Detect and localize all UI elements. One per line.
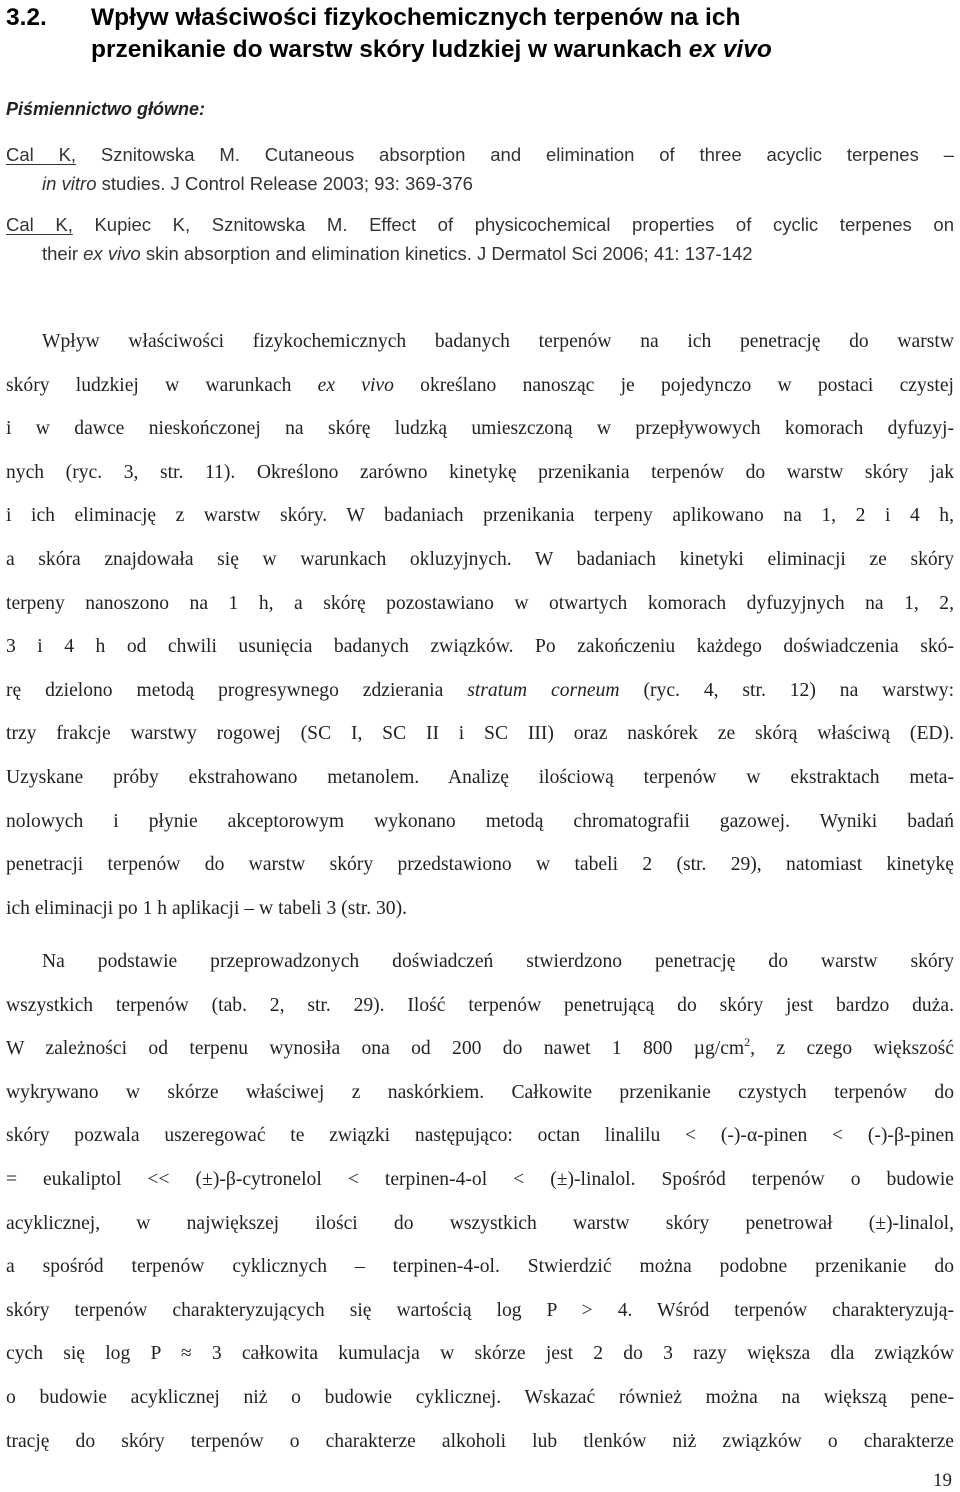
- paragraph-line: ich eliminacji po 1 h aplikacji – w tabeli 3 (str. 30).: [6, 897, 408, 919]
- reference-1-author: Cal K,: [6, 144, 77, 165]
- paragraph-line: nych (ryc. 3, str. 11). Określono zarówno kinetykę przenikania terpenów do warstw skóry jak: [6, 461, 954, 483]
- paragraph-line: terpeny nanoszono na 1 h, a skórę pozostawiano w otwartych komorach dyfuzyjnych na 1, 2,: [6, 592, 954, 614]
- paragraph-line: rę dzielono metodą progresywnego zdzierania stratum corneum (ryc. 4, str. 12) na warstwy:: [6, 679, 954, 701]
- paragraph-line: 3 i 4 h od chwili usunięcia badanych związków. Po zakończeniu każdego doświadczenia skó-: [6, 636, 954, 658]
- paragraph-line: wykrywano w skórze właściwej z naskórkiem. Całkowite przenikanie czystych terpenów do: [6, 1081, 954, 1103]
- paragraph-line: a spośród terpenów cyklicznych – terpinen-4-ol. Stwierdzić można podobne przenikanie do: [6, 1256, 954, 1278]
- section-title-line-2-main: przenikanie do warstw skóry ludzkiej w warunkach: [91, 36, 682, 63]
- reference-1-line-1: Cal K, Sznitowska M. Cutaneous absorption and elimination of three acyclic terpenes –: [6, 144, 954, 165]
- paragraph-line: trację do skóry terpenów o charakterze alkoholi lub tlenków niż związków o charakterze: [6, 1430, 954, 1452]
- section-number: 3.2.: [6, 4, 47, 31]
- section-title-line-2: [91, 34, 772, 66]
- reference-1: [6, 140, 954, 198]
- reference-2-line-2: their ex vivo skin absorption and elimination kinetics. J Dermatol Sci 2006; 41: 137-142: [42, 243, 753, 264]
- section-title-line-1: Wpływ właściwości fizykochemicznych terpenów na ich: [91, 4, 741, 31]
- paragraph-methods: [6, 320, 954, 930]
- paragraph-line: W zależności od terpenu wynosiła ona od 200 do nawet 1 800 $\mu g/cm^2$, z czego większość: [6, 1035, 954, 1060]
- section-title-italic: ex vivo: [688, 36, 772, 63]
- paragraph-line: = eukaliptol << (±)-β-cytronelol < terpinen-4-ol < (±)-linalol. Spośród terpenów o budowie: [6, 1168, 954, 1190]
- reference-2-author: Cal K,: [6, 214, 73, 235]
- paragraph-line: skóry pozwala uszeregować te związki następująco: octan linalilu < (-)-α-pinen < (-)-β-pinen: [6, 1125, 954, 1147]
- paragraph-line: skóry ludzkiej w warunkach ex vivo określano nanosząc je pojedynczo w postaci czystej: [6, 374, 954, 396]
- paragraph-line: a skóra znajdowała się w warunkach okluzyjnych. W badaniach kinetyki eliminacji ze skóry: [6, 548, 954, 570]
- paragraph-line: Uzyskane próby ekstrahowano metanolem. Analizę ilościową terpenów w ekstraktach meta-: [6, 766, 954, 788]
- paragraph-line: penetracji terpenów do warstw skóry przedstawiono w tabeli 2 (str. 29), natomiast kinetykę: [6, 854, 954, 876]
- paragraph-line: Wpływ właściwości fizykochemicznych badanych terpenów na ich penetrację do warstw: [42, 331, 954, 352]
- page-number: 19: [933, 1470, 952, 1491]
- reference-2-line-1: Cal K, Kupiec K, Sznitowska M. Effect of physicochemical properties of cyclic terpenes on: [6, 214, 954, 235]
- paragraph-line: wszystkich terpenów (tab. 2, str. 29). Ilość terpenów penetrującą do skóry jest bardzo duża.: [6, 994, 954, 1016]
- paragraph-line: Na podstawie przeprowadzonych doświadczeń stwierdzono penetrację do warstw skóry: [42, 951, 954, 972]
- reference-2: [6, 210, 954, 268]
- paragraph-results: [6, 940, 954, 1463]
- paragraph-line: acyklicznej, w największej ilości do wszystkich warstw skóry penetrował (±)-linalol,: [6, 1212, 954, 1234]
- paragraph-line: i w dawce nieskończonej na skórę ludzką umieszczoną w przepływowych komorach dyfuzyj-: [6, 418, 954, 440]
- reference-1-line-2: in vitro studies. J Control Release 2003; 93: 369-376: [42, 173, 473, 194]
- paragraph-line: o budowie acyklicznej niż o budowie cyklicznej. Wskazać również można na większą pene-: [6, 1386, 954, 1408]
- references-label: Piśmiennictwo główne:: [6, 99, 206, 119]
- paragraph-line: skóry terpenów charakteryzujących się wartością log P > 4. Wśród terpenów charakteryzują-: [6, 1299, 954, 1321]
- paragraph-line: nolowych i płynie akceptorowym wykonano metodą chromatografii gazowej. Wyniki badań: [6, 810, 954, 832]
- paragraph-line: i ich eliminację z warstw skóry. W badaniach przenikania terpeny aplikowano na 1, 2 i 4 h,: [6, 505, 954, 527]
- paragraph-line: trzy frakcje warstwy rogowej (SC I, SC II i SC III) oraz naskórek ze skórą właściwą (ED).: [6, 723, 954, 745]
- paragraph-line: cych się log P ≈ 3 całkowita kumulacja w skórze jest 2 do 3 razy większa dla związków: [6, 1343, 954, 1365]
